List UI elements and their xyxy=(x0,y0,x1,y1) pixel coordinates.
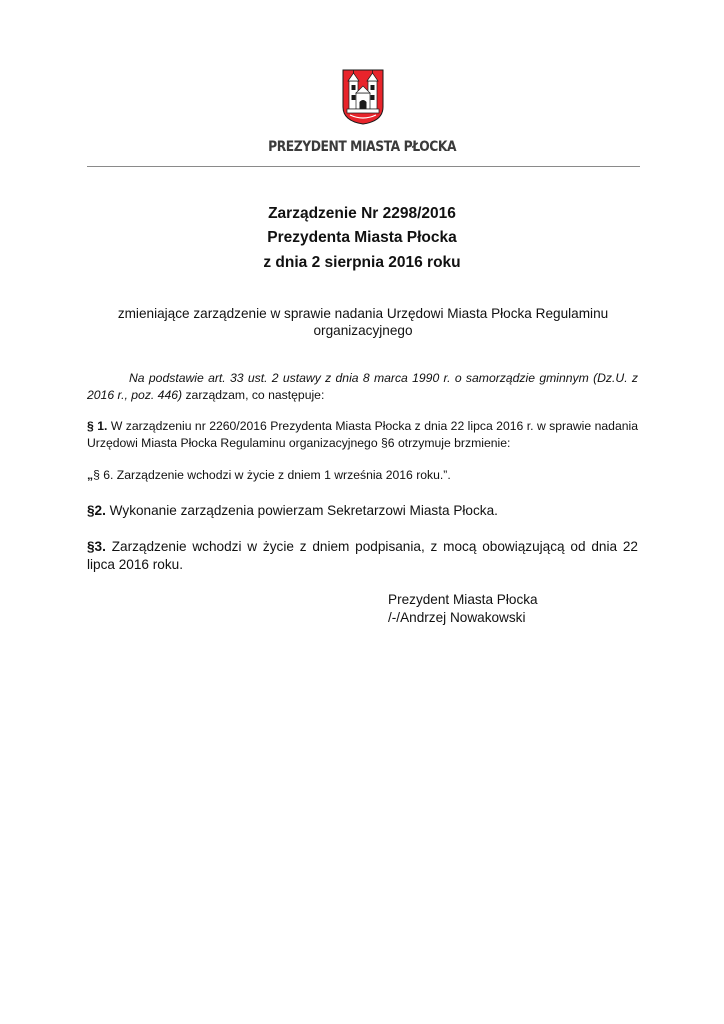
paragraph-1 xyxy=(87,418,638,452)
document-date: z dnia 2 sierpnia 2016 roku xyxy=(263,254,461,271)
document-issuer-line: Prezydenta Miasta Płocka xyxy=(267,229,457,246)
header-divider xyxy=(87,166,640,167)
paragraph-2-mark: §2. xyxy=(87,503,106,518)
paragraph-3-text: Zarządzenie wchodzi w życie z dniem podpisania, z mocą obowiązującą od dnia 22 lipca 2016 roku. xyxy=(87,539,638,572)
issuer-name: PREZYDENT MIASTA PŁOCKA xyxy=(268,139,457,155)
paragraph-2 xyxy=(87,502,638,520)
paragraph-3 xyxy=(87,538,638,574)
quote-mark: „ xyxy=(87,468,94,482)
paragraph-1-quote xyxy=(87,467,638,484)
plock-coat-of-arms-icon xyxy=(342,69,384,125)
paragraph-3-mark: §3. xyxy=(87,539,106,554)
legal-basis xyxy=(87,370,638,404)
legal-basis-tail: zarządzam, co następuje: xyxy=(182,388,325,402)
paragraph-1-mark: § 1. xyxy=(87,419,108,433)
document-subject: zmieniające zarządzenie w sprawie nadania Urzędowi Miasta Płocka Regulaminu organizacyjnego xyxy=(117,306,609,338)
signature-name: /-/Andrzej Nowakowski xyxy=(388,610,526,625)
paragraph-1-text: W zarządzeniu nr 2260/2016 Prezydenta Miasta Płocka z dnia 22 lipca 2016 r. w sprawie nadania Urzędowi Miasta Płocka Regulaminu organizacyjnego §6 otrzymuje brzmienie: xyxy=(87,419,638,450)
legal-basis-citation: Na podstawie art. 33 ust. 2 ustawy z dnia 8 marca 1990 r. o samorządzie gminnym (Dz.U. z 2016 r., poz. 446) xyxy=(87,371,638,402)
quote-text: § 6. Zarządzenie wchodzi w życie z dniem 1 września 2016 roku.”. xyxy=(93,468,451,482)
document-title: Zarządzenie Nr 2298/2016 xyxy=(268,205,456,222)
paragraph-2-text: Wykonanie zarządzenia powierzam Sekretarzowi Miasta Płocka. xyxy=(105,503,498,518)
signature-role: Prezydent Miasta Płocka xyxy=(388,592,538,607)
